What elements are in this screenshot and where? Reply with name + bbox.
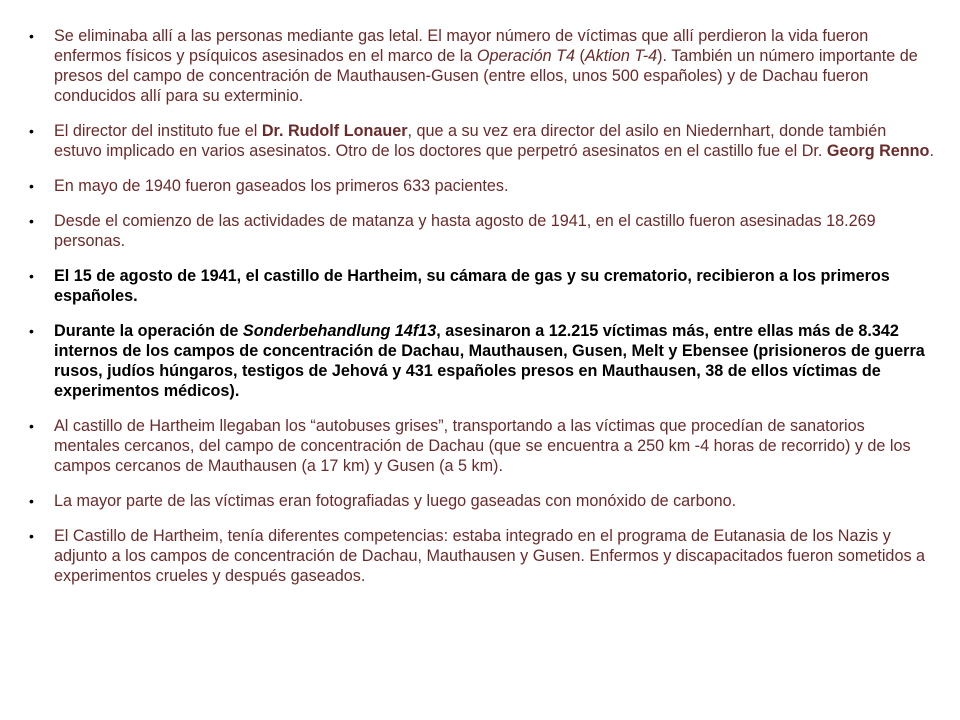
bullet-text: Se eliminaba allí a las personas mediante gas letal. El mayor número de víctimas que allí perdieron la vida fueron enfermos físicos y psíquicos asesinados en el marco de la <box>54 27 869 65</box>
bullet-text: . <box>929 142 934 160</box>
bullet-text-bold: El 15 de agosto de 1941, el castillo de Hartheim, su cámara de gas y su crematorio, recibieron a los primeros españoles. <box>54 267 890 305</box>
bullet-text: En mayo de 1940 fueron gaseados los primeros 633 pacientes. <box>54 177 509 195</box>
bullet-item <box>29 121 934 161</box>
bullet-text-italic: Sonderbehandlung 14f13 <box>242 322 437 340</box>
bullet-item <box>29 211 934 251</box>
bullet-dot-icon: • <box>29 493 34 509</box>
bullet-dot-icon: • <box>29 323 34 339</box>
bullet-item <box>29 526 934 586</box>
bullet-text-bold: Dr. Rudolf Lonauer <box>261 122 408 140</box>
bullet-text: ( <box>574 47 585 65</box>
bullet-text: Al castillo de Hartheim llegaban los “autobuses grises”, transportando a las víctimas que procedían de sanatorios mentales cercanos, del campo de concentración de Dachau (que se encuentra a 250 km -4 horas de recorrido) y de los campos cercanos de Mauthausen (a 17 km) y Gusen (a 5 km). <box>54 417 911 475</box>
bullet-text-bold: Durante la operación de <box>54 322 243 340</box>
bullet-list <box>29 26 934 601</box>
bullet-text-italic: Aktion T-4 <box>584 47 658 65</box>
bullet-text-bold: Georg Renno <box>826 142 930 160</box>
bullet-item <box>29 266 934 306</box>
bullet-dot-icon: • <box>29 418 34 434</box>
bullet-text-bold: , asesinaron a 12.215 víctimas más, entre ellas más de 8.342 internos de los campos de concentración de Dachau, Mauthausen, Gusen, Melt y Ebensee (prisioneros de guerra rusos, judíos húngaros, testigos de Jehová y 431 españoles presos en Mauthausen, 38 de ellos víctimas de experimentos médicos). <box>54 322 925 400</box>
bullet-dot-icon: • <box>29 268 34 284</box>
bullet-dot-icon: • <box>29 528 34 544</box>
bullet-text: , que a su vez era director del asilo en Niedernhart, donde también estuvo implicado en varios asesinatos. Otro de los doctores que perpetró asesinatos en el castillo fue el Dr. <box>54 122 887 160</box>
bullet-text-italic: Operación T4 <box>476 47 575 65</box>
bullet-text: Desde el comienzo de las actividades de matanza y hasta agosto de 1941, en el castillo fueron asesinadas 18.269 personas. <box>54 212 876 250</box>
bullet-text: El director del instituto fue el <box>54 122 262 140</box>
bullet-item <box>29 416 934 476</box>
bullet-item <box>29 491 934 511</box>
bullet-dot-icon: • <box>29 28 34 44</box>
bullet-dot-icon: • <box>29 213 34 229</box>
bullet-dot-icon: • <box>29 178 34 194</box>
bullet-item <box>29 321 934 401</box>
bullet-item <box>29 176 934 196</box>
bullet-dot-icon: • <box>29 123 34 139</box>
bullet-item <box>29 26 934 106</box>
bullet-text: El Castillo de Hartheim, tenía diferentes competencias: estaba integrado en el programa de Eutanasia de los Nazis y adjunto a los campos de concentración de Dachau, Mauthausen y Gusen. Enfermos y discapacitados fueron sometidos a experimentos crueles y después gaseados. <box>54 527 926 585</box>
bullet-text: ). También un número importante de presos del campo de concentración de Mauthausen-Gusen (entre ellos, unos 500 españoles) y de Dachau fueron conducidos allí para su exterminio. <box>54 47 918 105</box>
bullet-text: La mayor parte de las víctimas eran fotografiadas y luego gaseadas con monóxido de carbono. <box>54 492 737 510</box>
